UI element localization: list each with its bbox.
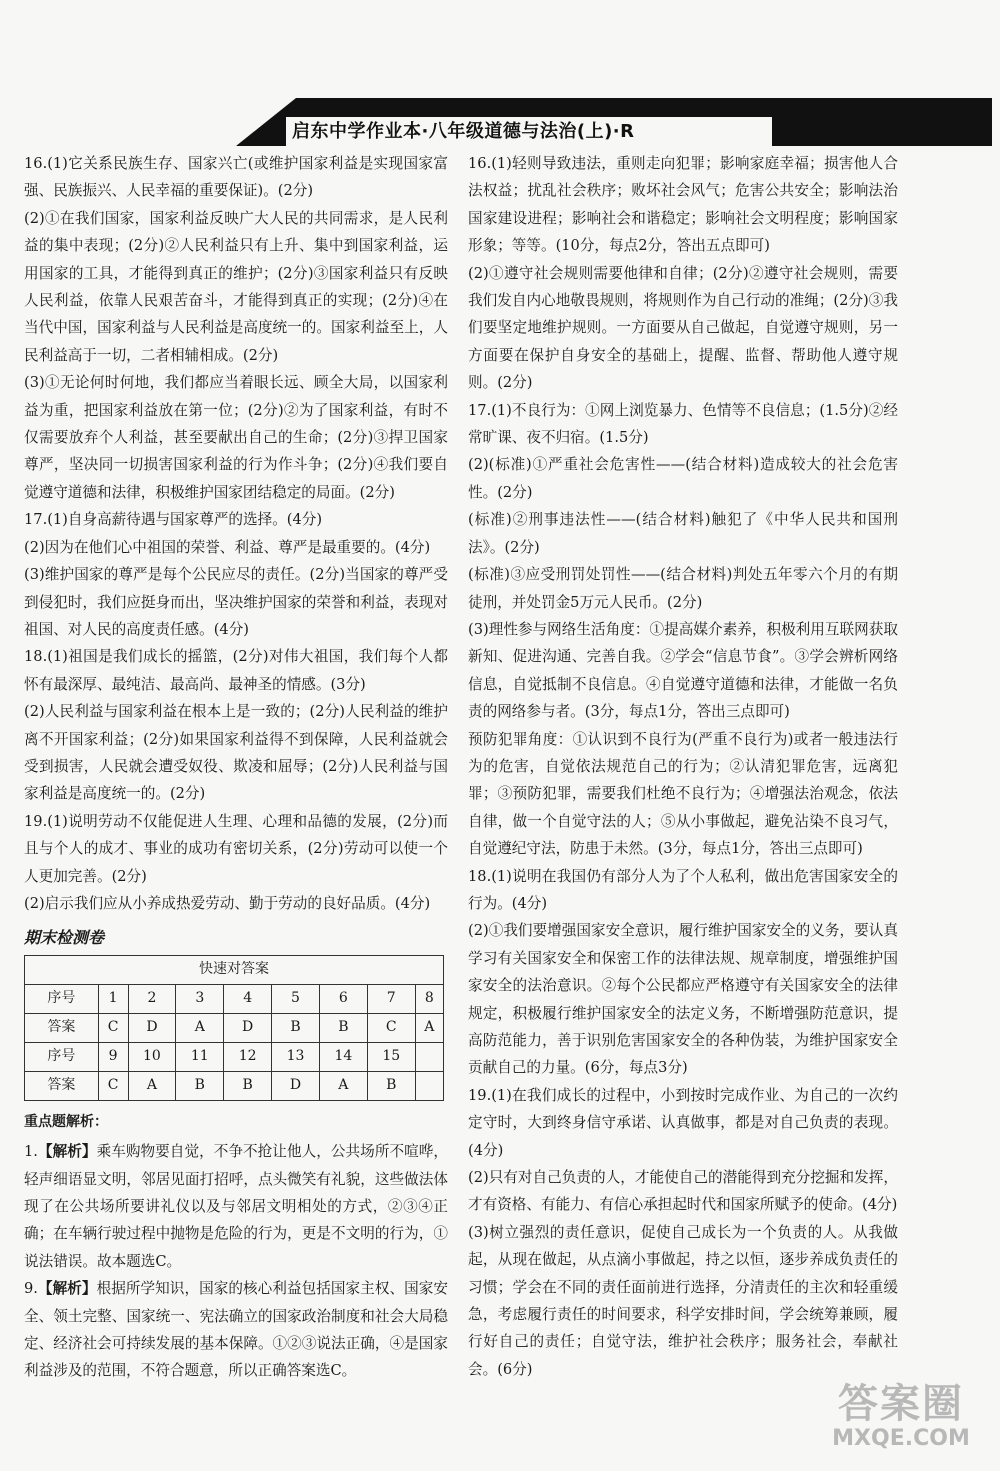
answer-19-1-right: 19.(1)在我们成长的过程中，小到按时完成作业、为自己的一次约定守时，大到终身信守承诺、认真做事，都是对自己负责的表现。(4分) xyxy=(468,1086,898,1159)
answer-cell: D xyxy=(224,1013,272,1042)
question-number: 9 xyxy=(98,1042,128,1071)
answer-cell: B xyxy=(176,1071,224,1100)
site-watermark xyxy=(812,1382,990,1462)
question-number: 15 xyxy=(367,1042,415,1071)
answer-16-2-right: (2)①遵守社会规则需要他律和自律；(2分)②遵守社会规则，需要我们发自内心地敬畏规则，将规则作为自己行动的准绳；(2分)③我们要坚定地维护规则。一方面要从自己做起，自觉遵守规则，另一方面要在保护自身安全的基础上，提醒、监督、帮助他人遵守规则。(2分) xyxy=(468,264,898,392)
answer-18-2-right: (2)①我们要增强国家安全意识，履行维护国家安全的义务，要认真学习有关国家安全和保密工作的法律法规、规章制度，增强维护国家安全的法治意识。②每个公民都应严格遵守有关国家安全的法律规定，积极履行维护国家安全的法定义务，不断增强防范意识，提高防范能力，善于识别危害国家安全的各种伪装，为维护国家安全贡献自己的力量。(6分，每点3分) xyxy=(468,922,898,1077)
answer-17-1-right: 17.(1)不良行为：①网上浏览暴力、色情等不良信息；(1.5分)②经常旷课、夜不归宿。(1.5分) xyxy=(468,401,898,447)
question-number: 14 xyxy=(319,1042,367,1071)
question-number: 7 xyxy=(367,984,415,1013)
answer-cell: B xyxy=(272,1013,320,1042)
left-column xyxy=(24,150,448,1385)
question-number: 3 xyxy=(176,984,224,1013)
row-label: 答案 xyxy=(25,1071,99,1100)
table-title: 快速对答案 xyxy=(25,956,444,984)
answer-cell: C xyxy=(98,1013,128,1042)
answer-17-2a-right: (2)(标准)①严重社会危害性——(结合材料)造成较大的社会危害性。(2分) xyxy=(468,456,898,501)
row-label: 答案 xyxy=(25,1013,99,1042)
question-number: 12 xyxy=(224,1042,272,1071)
question-number: 2 xyxy=(128,984,176,1013)
question-number: 4 xyxy=(224,984,272,1013)
question-number xyxy=(415,1042,443,1071)
answer-cell: D xyxy=(128,1013,176,1042)
question-number: 10 xyxy=(128,1042,176,1071)
answer-cell: C xyxy=(98,1071,128,1100)
answer-19-2: (2)启示我们应从小养成热爱劳动、勤于劳动的良好品质。(4分) xyxy=(24,894,431,912)
answer-17-3b-right: 预防犯罪角度：①认识到不良行为(严重不良行为)或者一般违法行为的危害，自觉依法规范自己的行为；②认清犯罪危害，远离犯罪；③预防犯罪，需要我们杜绝不良行为；④增强法治观念，依法自律，做一个自觉守法的人；⑤从小事做起，避免沾染不良习气，自觉遵纪守法，防患于未然。(3分，每点1分，答出三点即可) xyxy=(468,730,898,858)
exam-section-heading: 期末检测卷 xyxy=(24,928,105,948)
answer-17-1: 17.(1)自身高薪待遇与国家尊严的选择。(4分) xyxy=(24,511,323,529)
answer-18-1: 18.(1)祖国是我们成长的摇篮，(2分)对伟大祖国，我们每个人都怀有最深厚、最纯洁、最高尚、最神圣的情感。(3分) xyxy=(24,648,448,693)
answer-16-1-right: 16.(1)轻则导致违法，重则走向犯罪；影响家庭幸福；损害他人合法权益；扰乱社会秩序；败坏社会风气；危害公共安全；影响法治国家建设进程；影响社会和谐稳定；影响社会文明程度；影响国家形象；等等。(10分，每点2分，答出五点即可) xyxy=(468,155,898,255)
analysis-item-1 xyxy=(24,1138,448,1275)
answer-16-3: (3)①无论何时何地，我们都应当着眼长远、顾全大局，以国家利益为重，把国家利益放在第一位；(2分)②为了国家利益，有时不仅需要放弃个人利益，甚至要献出自己的生命；(2分)③捍卫国家尊严，坚决同一切损害国家利益的行为作斗争；(2分)④我们要自觉遵守道德和法律，积极维护国家团结稳定的局面。(2分) xyxy=(24,374,448,501)
row-label: 序号 xyxy=(25,1042,99,1071)
answer-19-2-right: (2)只有对自己负责的人，才能使自己的潜能得到充分挖掘和发挥，才有资格、有能力、有信心承担起时代和国家所赋予的使命。(4分) xyxy=(468,1169,898,1214)
analysis-text: 乘车购物要自觉，不争不抢让他人，公共场所不喧哗，轻声细语显文明，邻居见面打招呼，点头微笑有礼貌，这些做法体现了在公共场所要讲礼仪以及与邻居文明相处的方式，②③④正确；在车辆行驶过程中抛物是危险的行为，更是不文明的行为，①说法错误。故本题选C。 xyxy=(24,1143,448,1270)
watermark-logo-text: 答案圈 xyxy=(838,1381,964,1427)
question-number: 13 xyxy=(272,1042,320,1071)
answer-cell: A xyxy=(319,1071,367,1100)
right-column xyxy=(468,150,898,1383)
answer-cell: C xyxy=(367,1013,415,1042)
analysis-number: 1. xyxy=(24,1143,38,1161)
quick-answer-table xyxy=(24,955,444,1100)
analysis-item-9 xyxy=(24,1275,448,1385)
analysis-tag: 【解析】 xyxy=(37,1143,97,1161)
analysis-number: 9. xyxy=(24,1280,38,1298)
question-number: 5 xyxy=(272,984,320,1013)
table-row xyxy=(25,1013,444,1042)
analysis-text: 根据所学知识，国家的核心利益包括国家主权、国家安全、领土完整、国家统一、宪法确立的国家政治制度和社会大局稳定、经济社会可持续发展的基本保障。①②③说法正确，④是国家利益涉及的范围，不符合题意，所以正确答案选C。 xyxy=(24,1280,448,1380)
question-number: 6 xyxy=(319,984,367,1013)
watermark-url: MXQE.COM xyxy=(832,1426,970,1451)
answer-cell: D xyxy=(272,1071,320,1100)
answer-cell xyxy=(415,1071,443,1100)
answer-18-2: (2)人民利益与国家利益在根本上是一致的；(2分)人民利益的维护离不开国家利益；(2分)如果国家利益得不到保障，人民利益就会受到损害，人民就会遭受奴役、欺凌和屈辱；(2分)人民利益与国家利益是高度统一的。(2分) xyxy=(24,703,448,803)
answer-17-2b-right: (标准)②刑事违法性——(结合材料)触犯了《中华人民共和国刑法》。(2分) xyxy=(468,511,898,556)
question-number: 8 xyxy=(415,984,443,1013)
answer-17-2c-right: (标准)③应受刑罚处罚性——(结合材料)判处五年零六个月的有期徒刑，并处罚金5万元人民币。(2分) xyxy=(468,566,898,611)
answer-cell: B xyxy=(319,1013,367,1042)
analysis-heading: 重点题解析： xyxy=(24,1113,108,1130)
answer-16-1: 16.(1)它关系民族生存、国家兴亡(或维护国家利益是实现国家富强、民族振兴、人民幸福的重要保证)。(2分) xyxy=(24,155,448,200)
question-number: 1 xyxy=(98,984,128,1013)
answer-19-1: 19.(1)说明劳动不仅能促进人生理、心理和品德的发展，(2分)而且与个人的成才、事业的成功有密切关系，(2分)劳动可以使一个人更加完善。(2分) xyxy=(24,812,448,885)
table-row xyxy=(25,1042,444,1071)
analysis-tag: 【解析】 xyxy=(37,1280,97,1298)
table-row xyxy=(25,984,444,1013)
row-label: 序号 xyxy=(25,984,99,1013)
answer-cell: A xyxy=(415,1013,443,1042)
answer-19-3-right: (3)树立强烈的责任意识，促使自己成长为一个负责的人。从我做起，从现在做起，从点滴小事做起，持之以恒，逐步养成负责任的习惯；学会在不同的责任面前进行选择，分清责任的主次和轻重缓急，考虑履行责任的时间要求，科学安排时间，学会统筹兼顾，履行好自己的责任；自觉守法，维护社会秩序；服务社会，奉献社会。(6分) xyxy=(468,1223,898,1378)
question-number: 11 xyxy=(176,1042,224,1071)
answer-cell: B xyxy=(224,1071,272,1100)
table-row xyxy=(25,1071,444,1100)
answer-16-2: (2)①在我们国家，国家利益反映广大人民的共同需求，是人民利益的集中表现；(2分)②人民利益只有上升、集中到国家利益，运用国家的工具，才能得到真正的维护；(2分)③国家利益只有反映人民利益，依靠人民艰苦奋斗，才能得到真正的实现；(2分)④在当代中国，国家利益与人民利益是高度统一的。国家利益至上，人民利益高于一切，二者相辅相成。(2分) xyxy=(24,209,448,364)
page-header-title: 启东中学作业本·八年级道德与法治(上)·R xyxy=(286,117,772,147)
answer-17-3-right: (3)理性参与网络生活角度：①提高媒介素养，积极利用互联网获取新知、促进沟通、完善自我。②学会“信息节食”。③学会辨析网络信息，自觉抵制不良信息。④自觉遵守道德和法律，才能做一名负责的网络参与者。(3分，每点1分，答出三点即可) xyxy=(468,620,898,721)
answer-cell: A xyxy=(128,1071,176,1100)
answer-17-2: (2)因为在他们心中祖国的荣誉、利益、尊严是最重要的。(4分) xyxy=(24,538,431,556)
answer-cell: A xyxy=(176,1013,224,1042)
answer-17-3: (3)维护国家的尊严是每个公民应尽的责任。(2分)当国家的尊严受到侵犯时，我们应挺身而出，坚决维护国家的荣誉和利益，表现对祖国、对人民的高度责任感。(4分) xyxy=(24,566,448,638)
answer-18-1-right: 18.(1)说明在我国仍有部分人为了个人私利，做出危害国家安全的行为。(4分) xyxy=(468,867,898,912)
answer-cell: B xyxy=(367,1071,415,1100)
